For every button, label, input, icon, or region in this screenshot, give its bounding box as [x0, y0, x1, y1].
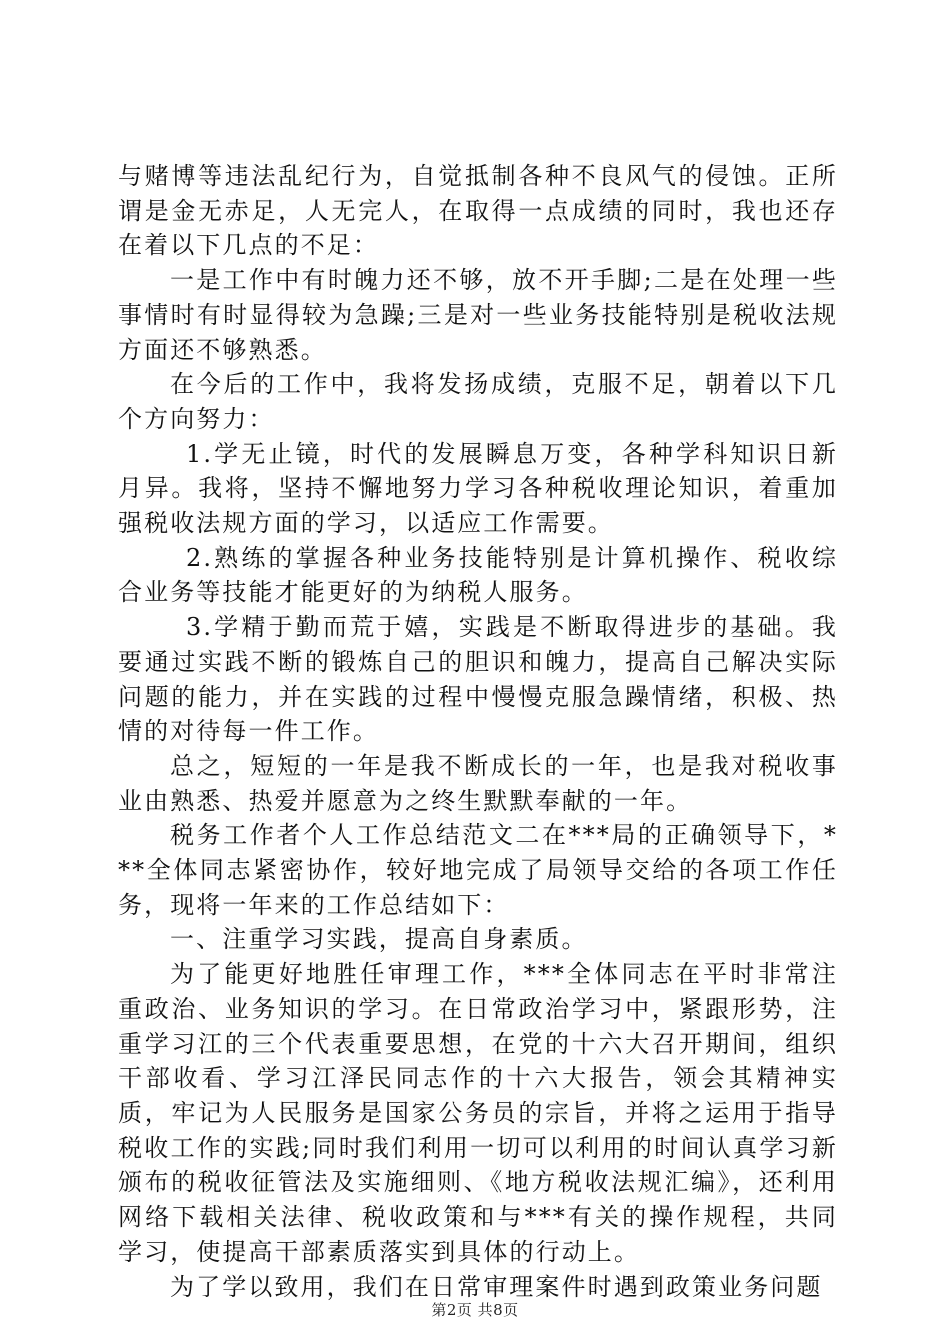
paragraph-study: 为了能更好地胜任审理工作，***全体同志在平时非常注重政治、业务知识的学习。在日常政治学习中，紧跟形势，注重学习江的三个代表重要思想，在党的十六大召开期间，组织干部收看、学习江泽民同志作的十六大报告，领会其精神实质，牢记为人民服务是国家公务员的宗旨，并将之运用于指导税收工作的实践;同时我们利用一切可以利用的时间认真学习新颁布的税收征管法及实施细则、《地方税收法规汇编》，还利用网络下载相关法律、税收政策和与***有关的操作规程，共同学习，使提高干部素质落实到具体的行动上。 — [118, 960, 838, 1266]
document-body — [118, 159, 838, 1304]
paragraph-conclusion: 总之，短短的一年是我不断成长的一年，也是我对税收事业由熟悉、热爱并愿意为之终生默默奉献的一年。 — [118, 751, 838, 815]
paragraph-3: 在今后的工作中，我将发扬成绩，克服不足，朝着以下几个方向努力： — [118, 370, 838, 433]
paragraph-2: 一是工作中有时魄力还不够，放不开手脚;二是在处理一些事情时有时显得较为急躁;三是对一些业务技能特别是税收法规方面还不够熟悉。 — [118, 266, 838, 364]
numbered-item-1: 1.学无止镜，时代的发展瞬息万变，各种学科知识日新月异。我将，坚持不懈地努力学习各种税收理论知识，着重加强税收法规方面的学习，以适应工作需要。 — [118, 439, 838, 538]
numbered-item-2: 2.熟练的掌握各种业务技能特别是计算机操作、税收综合业务等技能才能更好的为纳税人服务。 — [118, 543, 838, 607]
page-footer: 第2页 共8页 — [431, 1301, 519, 1319]
section-heading: 一、注重学习实践，提高自身素质。 — [170, 925, 588, 954]
paragraph-sample-two-intro: 税务工作者个人工作总结范文二在***局的正确领导下，***全体同志紧密协作，较好地完成了局领导交给的各项工作任务，现将一年来的工作总结如下： — [118, 821, 838, 919]
numbered-item-3: 3.学精于勤而荒于嬉，实践是不断取得进步的基础。我要通过实践不断的锻炼自己的胆识和魄力，提高自己解决实际问题的能力，并在实践的过程中慢慢克服急躁情绪，积极、热情的对待每一件工作。 — [118, 613, 838, 746]
paragraph-1: 与赌博等违法乱纪行为，自觉抵制各种不良风气的侵蚀。正所谓是金无赤足，人无完人，在取得一点成绩的同时，我也还存在着以下几点的不足： — [118, 162, 838, 260]
paragraph-apply: 为了学以致用，我们在日常审理案件时遇到政策业务问题 — [170, 1272, 823, 1301]
